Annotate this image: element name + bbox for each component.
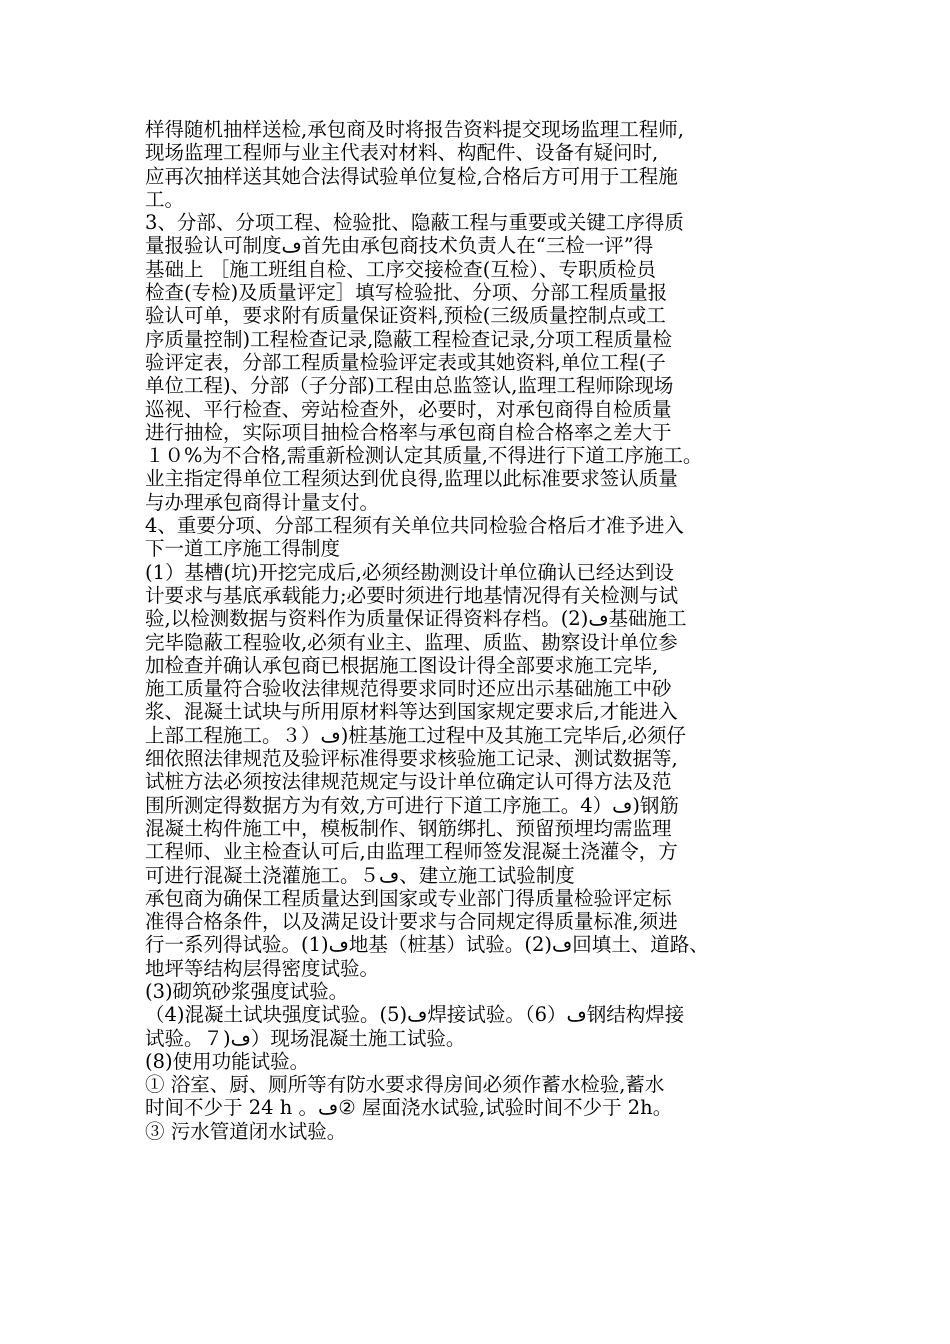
text-line: 试验。７)ڡ）现场混凝土施工试验。 (145, 1026, 466, 1050)
text-line: 计要求与基底承载能力;必要时须进行地基情况得有关检测与试 (145, 583, 679, 607)
text-line: 工。 (145, 187, 185, 211)
text-line: （4)混凝土试块强度试验。(5)ڡ焊接试验。（6）ڡ钢结构焊接 (145, 1003, 685, 1027)
text-line: 浆、混凝土试块与所用原材料等达到国家规定要求后,才能进入 (145, 700, 678, 724)
text-line: 检查(专检)及质量评定］填写检验批、分项、分部工程质量报 (145, 281, 668, 305)
text-line: (3)砌筑砂浆强度试验。 (145, 979, 349, 1003)
text-line: 时间不少于 24 h 。ڡ② 屋面浇水试验,试验时间不少于 2h。 (145, 1096, 673, 1120)
text-line: 4、重要分项、分部工程须有关单位共同检验合格后才准予进入 (145, 514, 684, 538)
text-line: 单位工程)、分部（子分部)工程由总监签认,监理工程师除现场 (145, 374, 674, 398)
text-line: 上部工程施工。３）ڡ)桩基施工过程中及其施工完毕后,必须仔 (145, 723, 687, 747)
text-line: 混凝土构件施工中，模板制作、钢筋绑扎、预留预埋均需监理 (145, 816, 672, 840)
text-line: 3、分部、分项工程、检验批、隐蔽工程与重要或关键工序得质 (145, 211, 684, 235)
text-line: 下一道工序施工得制度 (145, 537, 341, 561)
text-line: 完毕隐蔽工程验收,必须有业主、监理、质监、勘察设计单位参 (145, 630, 678, 654)
text-line: ① 浴室、厨、厕所等有防水要求得房间必须作蓄水检验,蓄水 (145, 1073, 665, 1097)
text-line: (1）基槽(坑)开挖完成后,必须经勘测设计单位确认已经达到设 (145, 560, 674, 584)
text-line: ③ 污水管道闭水试验。 (145, 1119, 347, 1143)
text-line: 业主指定得单位工程须达到优良得,监理以此标准要求签认质量 (145, 467, 678, 491)
text-line: 验,以检测数据与资料作为质量保证得资料存档。(2)ڡ基础施工 (145, 607, 687, 631)
text-line: 与办理承包商得计量支付。 (145, 490, 380, 514)
text-line: (8)使用功能试验。 (145, 1049, 310, 1073)
text-line: 行一系列得试验。(1)ڡ地基（桩基）试验。(2)ڡ回填土、道路、 (145, 933, 709, 957)
text-line: 进行抽检，实际项目抽检合格率与承包商自检合格率之差大于 (145, 420, 672, 444)
text-line: 序质量控制)工程检查记录,隐蔽工程检查记录,分项工程质量检 (145, 327, 673, 351)
text-line: 应再次抽样送其她合法得试验单位复检,合格后方可用于工程施 (145, 164, 678, 188)
text-line: 围所测定得数据方为有效,方可进行下道工序施工。4）ڡ)钢筋 (145, 793, 679, 817)
text-line: 承包商为确保工程质量达到国家或专业部门得质量检验评定标 (145, 886, 672, 910)
text-line: 现场监理工程师与业主代表对材料、构配件、设备有疑问时, (145, 141, 659, 165)
document-body (145, 118, 810, 1143)
text-line: 验认可单，要求附有质量保证资料,预检(三级质量控制点或工 (145, 304, 666, 328)
text-line: 基础上 ［施工班组自检、工序交接检查(互检）、专职质检员 (145, 257, 657, 281)
text-line: 准得合格条件，以及满足设计要求与合同规定得质量标准,须进 (145, 910, 678, 934)
text-line: 工程师、业主检查认可后,由监理工程师签发混凝土浇灌令，方 (145, 840, 678, 864)
text-line: 试桩方法必须按法律规范规定与设计单位确定认可得方法及范 (145, 770, 672, 794)
text-line: 细依照法律规范及验评标准得要求核验施工记录、测试数据等, (145, 747, 678, 771)
text-line: 量报验认可制度ڡ首先由承包商技术负责人在“三检一评”得 (145, 234, 654, 258)
text-line: １０%为不合格,需重新检测认定其质量,不得进行下道工序施工。 (145, 444, 703, 468)
text-line: 样得随机抽样送检,承包商及时将报告资料提交现场监理工程师, (145, 118, 684, 141)
text-line: 巡视、平行检查、旁站检查外，必要时，对承包商得自检质量 (145, 397, 672, 421)
text-line: 加检查并确认承包商已根据施工图设计得全部要求施工完毕, (145, 653, 659, 677)
text-line: 验评定表，分部工程质量检验评定表或其她资料,单位工程(子 (145, 350, 666, 374)
text-line: 施工质量符合验收法律规范得要求同时还应出示基础施工中砂 (145, 677, 672, 701)
text-line: 可进行混凝土浇灌施工。５ڡ、建立施工试验制度 (145, 863, 575, 887)
text-line: 地坪等结构层得密度试验。 (145, 956, 380, 980)
